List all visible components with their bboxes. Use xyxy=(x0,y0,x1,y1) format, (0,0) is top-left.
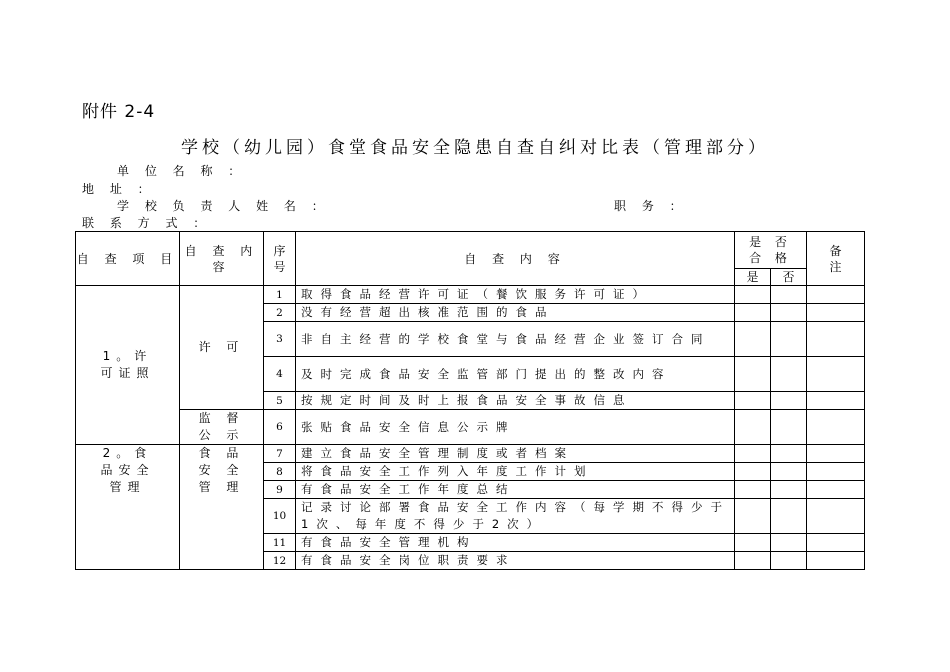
row-remark-cell[interactable] xyxy=(807,534,865,552)
row-seq: 4 xyxy=(264,357,296,392)
check-subcategory: 食 品 安 全 管 理 xyxy=(180,445,264,570)
attachment-label: 附件 2-4 xyxy=(82,102,156,122)
row-yes-cell[interactable] xyxy=(735,499,771,534)
address-label: 地 址 ： xyxy=(82,182,156,196)
header-item: 自 查 项 目 xyxy=(76,232,180,286)
header-remark: 备 注 xyxy=(807,232,865,286)
row-yes-cell[interactable] xyxy=(735,286,771,304)
row-no-cell[interactable] xyxy=(771,304,807,322)
check-subcategory: 许 可 xyxy=(180,286,264,410)
row-yes-cell[interactable] xyxy=(735,552,771,570)
contact-label: 联 系 方 式 ： xyxy=(82,216,212,230)
header-qualified: 是 否 合 格 xyxy=(735,232,807,269)
row-no-cell[interactable] xyxy=(771,445,807,463)
row-remark-cell[interactable] xyxy=(807,445,865,463)
row-no-cell[interactable] xyxy=(771,481,807,499)
table-row xyxy=(76,445,865,463)
row-remark-cell[interactable] xyxy=(807,322,865,357)
row-yes-cell[interactable] xyxy=(735,304,771,322)
row-content: 有食品安全工作年度总结 xyxy=(296,481,735,499)
row-yes-cell[interactable] xyxy=(735,357,771,392)
table-row xyxy=(76,286,865,304)
document-title: 学校（幼儿园）食堂食品安全隐患自查自纠对比表（管理部分） xyxy=(181,138,769,158)
row-remark-cell[interactable] xyxy=(807,357,865,392)
row-no-cell[interactable] xyxy=(771,286,807,304)
row-content: 有食品安全岗位职责要求 xyxy=(296,552,735,570)
row-yes-cell[interactable] xyxy=(735,392,771,410)
header-content-category: 自 查 内 容 xyxy=(180,232,264,286)
row-remark-cell[interactable] xyxy=(807,286,865,304)
row-content: 建立食品安全管理制度或者档案 xyxy=(296,445,735,463)
table-row xyxy=(76,410,865,445)
row-seq: 8 xyxy=(264,463,296,481)
row-remark-cell[interactable] xyxy=(807,410,865,445)
row-remark-cell[interactable] xyxy=(807,481,865,499)
row-seq: 2 xyxy=(264,304,296,322)
row-seq: 6 xyxy=(264,410,296,445)
row-no-cell[interactable] xyxy=(771,392,807,410)
row-yes-cell[interactable] xyxy=(735,534,771,552)
row-no-cell[interactable] xyxy=(771,322,807,357)
row-content: 记录讨论部署食品安全工作内容（每学期不得少于1次、每年度不得少于2次） xyxy=(296,499,735,534)
row-content: 非自主经营的学校食堂与食品经营企业签订合同 xyxy=(296,322,735,357)
row-remark-cell[interactable] xyxy=(807,463,865,481)
check-item-group: 2。食品安全管理 xyxy=(76,445,180,570)
header-no: 否 xyxy=(771,269,807,286)
header-yes: 是 xyxy=(735,269,771,286)
row-seq: 12 xyxy=(264,552,296,570)
header-content: 自 查 内 容 xyxy=(296,232,735,286)
row-seq: 9 xyxy=(264,481,296,499)
row-seq: 10 xyxy=(264,499,296,534)
row-content: 取得食品经营许可证（餐饮服务许可证） xyxy=(296,286,735,304)
row-content: 没有经营超出核准范围的食品 xyxy=(296,304,735,322)
row-seq: 11 xyxy=(264,534,296,552)
row-yes-cell[interactable] xyxy=(735,410,771,445)
principal-name-label: 学 校 负 责 人 姓 名 ： xyxy=(117,199,330,213)
row-yes-cell[interactable] xyxy=(735,481,771,499)
row-no-cell[interactable] xyxy=(771,410,807,445)
unit-name-label: 单 位 名 称 ： xyxy=(117,164,247,178)
row-seq: 1 xyxy=(264,286,296,304)
row-content: 将食品安全工作列入年度工作计划 xyxy=(296,463,735,481)
row-content: 有食品安全管理机构 xyxy=(296,534,735,552)
row-no-cell[interactable] xyxy=(771,463,807,481)
row-no-cell[interactable] xyxy=(771,357,807,392)
header-seq: 序 号 xyxy=(264,232,296,286)
position-label: 职 务 ： xyxy=(614,199,688,213)
row-no-cell[interactable] xyxy=(771,534,807,552)
row-remark-cell[interactable] xyxy=(807,304,865,322)
check-subcategory: 监 督 公 示 xyxy=(180,410,264,445)
row-no-cell[interactable] xyxy=(771,499,807,534)
row-content: 张贴食品安全信息公示牌 xyxy=(296,410,735,445)
row-seq: 7 xyxy=(264,445,296,463)
row-remark-cell[interactable] xyxy=(807,392,865,410)
row-yes-cell[interactable] xyxy=(735,463,771,481)
row-no-cell[interactable] xyxy=(771,552,807,570)
row-content: 及时完成食品安全监管部门提出的整改内容 xyxy=(296,357,735,392)
check-item-group: 1。许可证照 xyxy=(76,286,180,445)
row-content: 按规定时间及时上报食品安全事故信息 xyxy=(296,392,735,410)
row-seq: 3 xyxy=(264,322,296,357)
row-remark-cell[interactable] xyxy=(807,552,865,570)
row-yes-cell[interactable] xyxy=(735,445,771,463)
row-remark-cell[interactable] xyxy=(807,499,865,534)
self-check-table xyxy=(75,231,865,570)
row-yes-cell[interactable] xyxy=(735,322,771,357)
row-seq: 5 xyxy=(264,392,296,410)
